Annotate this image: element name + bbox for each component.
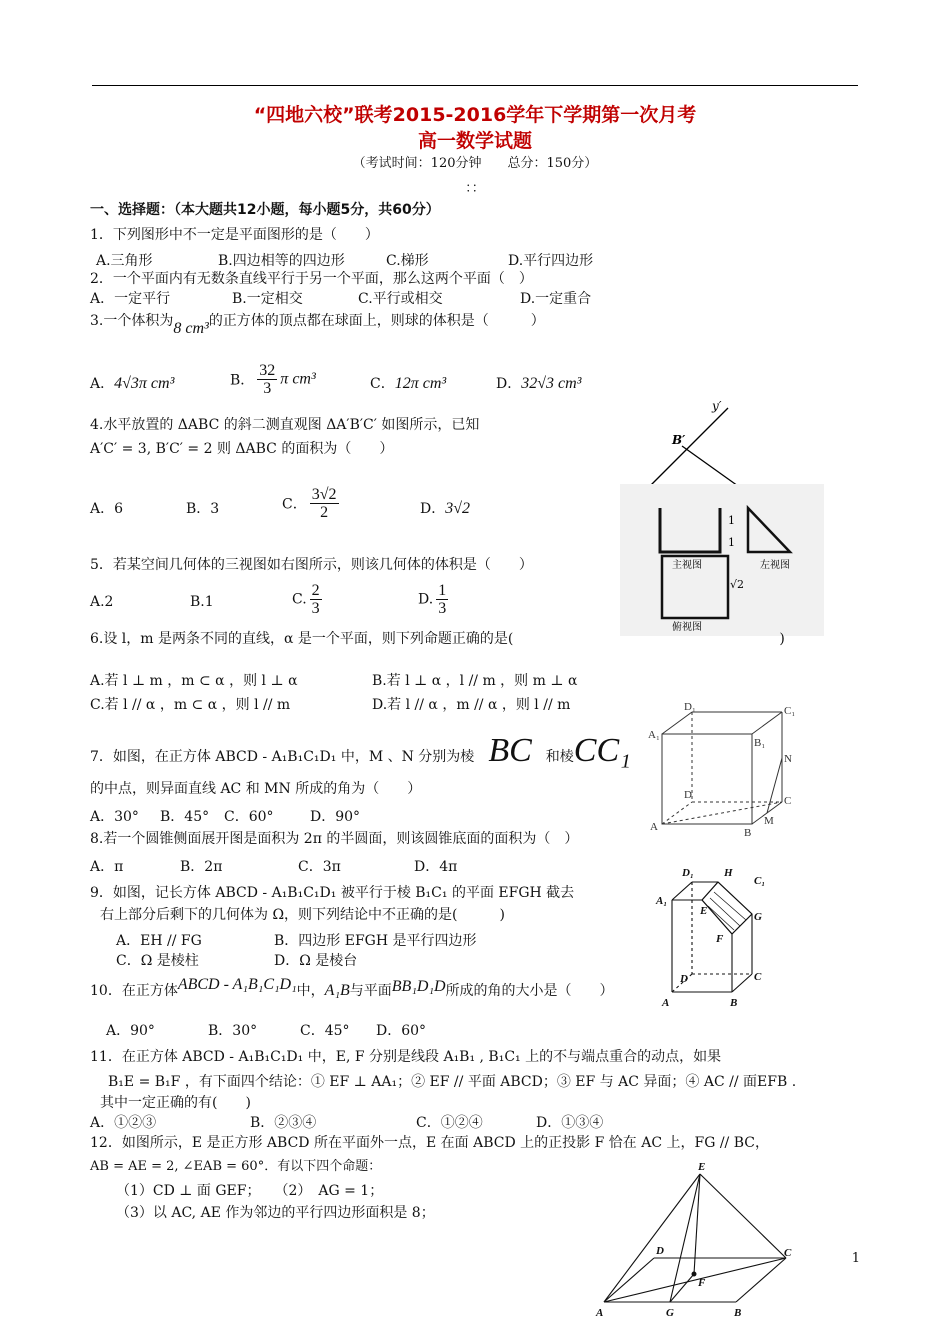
q4-option-a: A．6 [90, 501, 124, 517]
q3-stem-c: 的正方体的顶点都在球面上，则球的体积是（ ） [208, 313, 545, 329]
q9-option-c: C．Ω 是棱柱 [116, 953, 199, 969]
q2-stem: 2．一个平面内有无数条直线平行于另一个平面，那么这两个平面（ ） [90, 271, 533, 287]
q7-label-b: B [744, 827, 752, 839]
q12-label-f: F [698, 1277, 706, 1289]
exam-title: “四地六校”联考2015-2016学年下学期第一次月考 [253, 104, 697, 126]
q7-cube-figure [648, 700, 798, 840]
q1-option-b: B.四边相等的四边形 [218, 253, 345, 269]
q5-dim-1a: 1 [728, 514, 735, 527]
q9-label-d1: D₁ [682, 867, 694, 879]
q9-option-b: B．四边形 EFGH 是平行四边形 [274, 933, 477, 949]
q3-stem-a: 3.一个体积为 [90, 313, 174, 329]
q12-item3: （3）以 AC, AE 作为邻边的平行四边形面积是 8； [116, 1205, 435, 1221]
q4-option-b: B．3 [186, 501, 220, 517]
q9-label-h: H [724, 867, 733, 879]
q12-pyramid-figure [590, 1160, 806, 1320]
page-number: 1 [851, 1251, 860, 1266]
q12-item1: （1）CD ⊥ 面 GEF； （2） AG = 1； [116, 1183, 384, 1199]
q7-label-b1: B₁ [754, 737, 766, 749]
q2-option-d: D.一定重合 [520, 291, 592, 307]
q7-big-cc1: CC₁ [573, 732, 631, 769]
q3-option-b: B． $\frac{32}{3}$ π cm³ [230, 362, 316, 397]
q12-label-c: C [784, 1247, 792, 1259]
q3-volume: 8 cm³ [173, 320, 209, 337]
q9-cuboid-figure [654, 862, 774, 1012]
q1-option-d: D.平行四边形 [508, 253, 594, 269]
q3-option-c: C．12π cm³ [370, 375, 447, 392]
q10-option-b: B．30° [208, 1023, 258, 1039]
q3-option-d: D．32√3 cm³ [496, 375, 582, 392]
q2-option-a: A．一定平行 [90, 291, 171, 307]
q7-label-a: A [650, 821, 658, 833]
q7-option-a: A．30° [90, 809, 139, 825]
q5-option-c: C. $\frac{2}{3}$ [292, 582, 320, 617]
q12-label-d: D [656, 1245, 664, 1257]
q9-label-a1: A₁ [656, 895, 668, 907]
q5-option-d: D. $\frac{1}{3}$ [418, 582, 447, 617]
q7-label-m: M [764, 815, 774, 827]
q9-label-d: D [680, 973, 688, 985]
q12-label-e: E [698, 1161, 706, 1173]
q5-stem: 5．若某空间几何体的三视图如右图所示，则该几何体的体积是（ ） [90, 557, 533, 573]
q12-label-b: B [734, 1307, 742, 1319]
q9-label-b: B [730, 997, 738, 1009]
q12-line2: AB = AE = 2, ∠EAB = 60°．有以下四个命题： [90, 1159, 382, 1174]
exam-subtitle: 高一数学试题 [417, 130, 532, 152]
q11-option-c: C．①②④ [416, 1115, 483, 1131]
q9-line1: 9．如图，记长方体 ABCD - A₁B₁C₁D₁ 被平行于棱 B₁C₁ 的平面 EFGH 截去 [90, 885, 575, 901]
q10-option-d: D．60° [376, 1023, 427, 1039]
q6-stem: 6.设 l，m 是两条不同的直线，α 是一个平面，则下列命题正确的是( ) [90, 631, 785, 647]
q7-label-c1: C₁ [784, 705, 796, 717]
q7-option-b: B．45° [160, 809, 210, 825]
q7-option-c: C．60° [224, 809, 274, 825]
q11-line2: B₁E = B₁F ，有下面四个结论：① EF ⊥ AA₁；② EF // 平面 ABCD；③ EF 与 AC 异面；④ AC // 面EFB . [108, 1074, 797, 1090]
q1-option-c: C.梯形 [386, 253, 429, 269]
q9-label-e: E [700, 905, 708, 917]
exam-info: （考试时间：120分钟 总分：150分） [352, 156, 598, 171]
q6-option-a: A.若 l ⊥ m ，m ⊂ α ，则 l ⊥ α [90, 673, 298, 689]
q9-label-f: F [716, 933, 724, 945]
q8-option-a: A．π [90, 859, 124, 875]
q1-option-a: A.三角形 [96, 253, 153, 269]
q8-option-d: D．4π [414, 859, 458, 875]
q1-stem: 1．下列图形中不一定是平面图形的是（ ） [90, 227, 379, 243]
q7-stem-line2: 的中点，则异面直线 AC 和 MN 所成的角为（ ） [90, 781, 422, 797]
q7-stem-line1: 7．如图，在正方体 ABCD - A₁B₁C₁D₁ 中，M 、N 分别为棱 BC 和棱CC₁ [90, 732, 631, 769]
q6-option-d: D.若 l // α ，m // α ，则 l // m [372, 697, 571, 713]
q7-label-a1: A₁ [648, 729, 660, 741]
q7-big-bc: BC [488, 732, 532, 769]
q9-line2: 右上部分后剩下的几何体为 Ω，则下列结论中不正确的是( ) [100, 907, 505, 923]
q8-option-b: B．2π [180, 859, 223, 875]
q11-option-b: B．②③④ [250, 1115, 317, 1131]
q10-stem: 10．在正方体ABCD - A₁B₁C₁D₁中，A₁B与平面BB₁D₁D所成的角的大小是（ ） [90, 976, 614, 999]
q7-label-d1: D₁ [684, 701, 696, 713]
q9-option-d: D．Ω 是棱台 [274, 953, 358, 969]
q4-label-b: B′ [672, 433, 686, 447]
q11-line3: 其中一定正确的有( ) [100, 1095, 251, 1111]
q9-label-g: G [754, 911, 762, 923]
q4-line2: A′C′ = 3, B′C′ = 2 则 ΔABC 的面积为（ ） [90, 441, 394, 457]
q4-option-c: C． $\frac{3√2}{2}$ [282, 486, 337, 521]
q6-option-b: B.若 l ⊥ α ，l // m ，则 m ⊥ α [372, 673, 578, 689]
q5-dim-1b: 1 [728, 536, 735, 549]
q6-option-c: C.若 l // α ，m ⊂ α ，则 l // m [90, 697, 291, 713]
q5-dim-sqrt2: √2 [730, 578, 745, 591]
q10-option-a: A．90° [106, 1023, 155, 1039]
q9-label-c1: C₁ [754, 875, 766, 887]
q7-option-d: D．90° [310, 809, 361, 825]
q5-three-views-figure [620, 484, 824, 636]
q7-label-d: D [684, 789, 692, 801]
q9-option-a: A．EH // FG [116, 933, 202, 949]
q4-option-d: D．3√2 [420, 500, 471, 517]
q11-option-a: A．①②③ [90, 1115, 157, 1131]
q5-option-b: B.1 [190, 594, 214, 610]
q10-option-c: C．45° [300, 1023, 350, 1039]
q3-stem [90, 312, 545, 337]
q11-line1: 11．在正方体 ABCD - A₁B₁C₁D₁ 中，E, F 分别是线段 A₁B₁ , B₁C₁ 上的不与端点重合的动点，如果 [90, 1049, 722, 1065]
q7-label-n: N [784, 753, 792, 765]
q5-top-view-label: 俯视图 [672, 622, 702, 633]
q11-option-d: D．①③④ [536, 1115, 604, 1131]
q8-option-c: C．3π [298, 859, 341, 875]
q4-line1: 4.水平放置的 ΔABC 的斜二测直观图 ΔA′B′C′ 如图所示，已知 [90, 417, 480, 433]
q9-label-c: C [754, 971, 762, 983]
q2-option-c: C.平行或相交 [358, 291, 443, 307]
header-rule [92, 85, 858, 86]
dots: ：： [465, 181, 485, 196]
q7-label-c: C [784, 795, 792, 807]
q9-label-a: A [662, 997, 670, 1009]
q12-label-a: A [596, 1307, 604, 1319]
q3-option-a: A．4√3π cm³ [90, 375, 175, 392]
q5-option-a: A.2 [90, 594, 114, 610]
q12-line1: 12．如图所示，E 是正方形 ABCD 所在平面外一点，E 在面 ABCD 上的正投影 F 恰在 AC 上，FG // BC， [90, 1135, 769, 1151]
q12-label-g: G [666, 1307, 674, 1319]
q2-option-b: B.一定相交 [232, 291, 303, 307]
section-heading: 一、选择题：（本大题共12小题，每小题5分，共60分） [90, 202, 440, 218]
q5-front-view-label: 主视图 [672, 560, 702, 571]
q5-side-view-label: 左视图 [760, 560, 790, 571]
q4-label-y: y′ [712, 400, 722, 413]
q8-stem: 8.若一个圆锥侧面展开图是面积为 2π 的半圆面，则该圆锥底面的面积为（ ） [90, 831, 579, 847]
